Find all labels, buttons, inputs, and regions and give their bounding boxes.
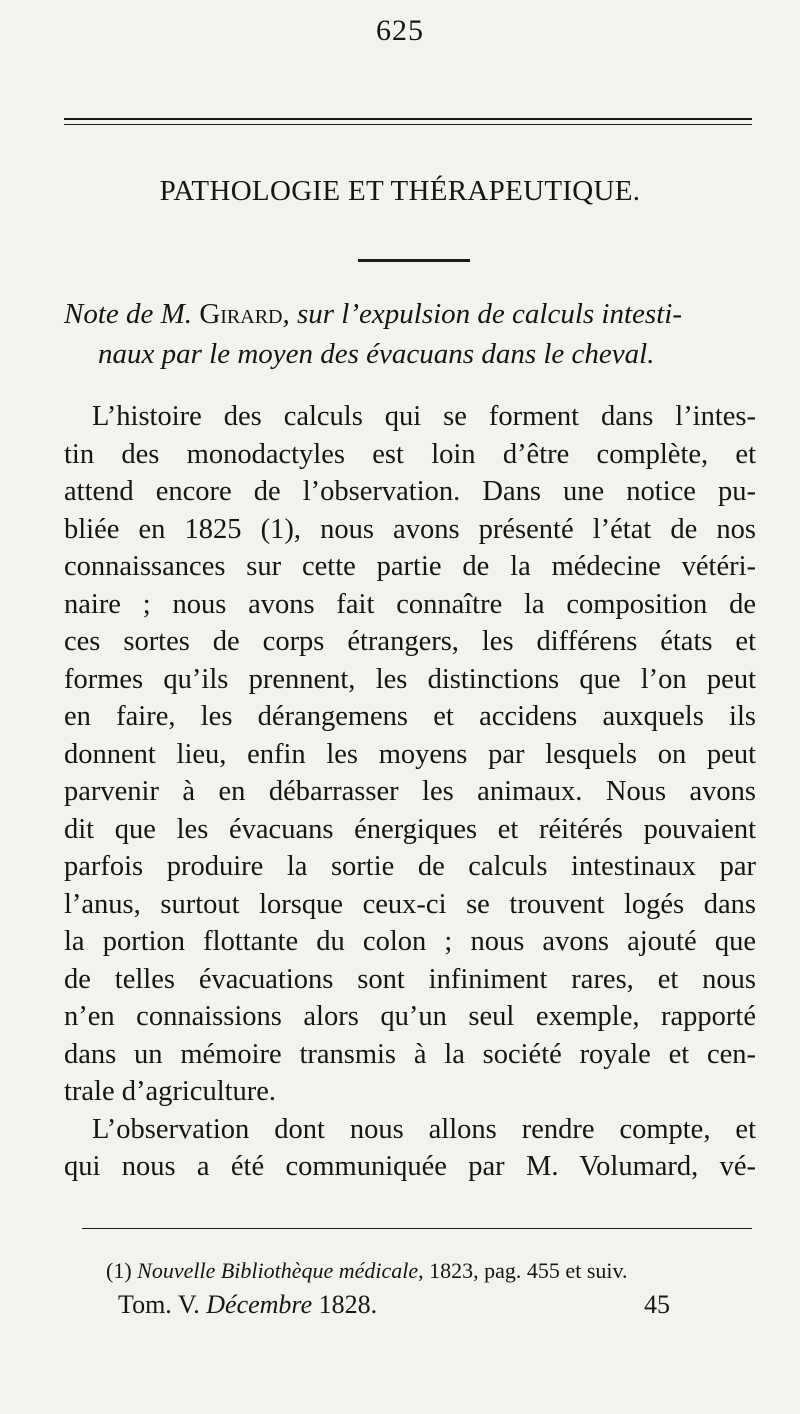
body-line: qui nous a été communiquée par M. Volumard, vé- xyxy=(64,1151,756,1182)
body-line: bliée en 1825 (1), nous avons présenté l’état de nos xyxy=(64,513,756,545)
signature-line xyxy=(118,1290,377,1320)
body-line: donnent lieu, enfin les moyens par lesquels on peut xyxy=(64,738,756,770)
body-line: tin des monodactyles est loin d’être complète, et xyxy=(64,438,756,470)
note-line1-rest: , sur l’expulsion de calculs intesti- xyxy=(282,298,682,330)
page-number: 625 xyxy=(376,14,424,47)
body-line: l’anus, surtout lorsque ceux-ci se trouvent logés dans xyxy=(64,888,756,920)
footnote xyxy=(106,1258,628,1284)
section-title: PATHOLOGIE ET THÉRAPEUTIQUE. xyxy=(159,175,641,207)
body-line: parfois produire la sortie de calculs intestinaux par xyxy=(64,851,756,882)
body-line: attend encore de l’observation. Dans une notice pu- xyxy=(64,476,756,507)
body-line: la portion flottante du colon ; nous avons ajouté que xyxy=(64,926,756,957)
note-prefix: Note de M. xyxy=(64,298,193,330)
body-line: naire ; nous avons fait connaître la composition de xyxy=(64,588,756,620)
footnote-marker: (1) xyxy=(106,1258,132,1283)
note-author: Girard xyxy=(199,298,283,330)
body-line: de telles évacuations sont infiniment rares, et nous xyxy=(64,963,756,995)
note-line2: naux par le moyen des évacuans dans le cheval. xyxy=(98,338,655,370)
body-line: n’en connaissions alors qu’un seul exemple, rapporté xyxy=(64,1001,756,1032)
body-line: dit que les évacuans énergiques et réitérés pouvaient xyxy=(64,813,756,845)
body-line: connaissances sur cette partie de la médecine vétéri- xyxy=(64,551,756,582)
body-text xyxy=(64,398,756,1186)
body-line: ces sortes de corps étrangers, les différens états et xyxy=(64,626,756,657)
header-rule xyxy=(64,118,752,120)
signature-year: 1828. xyxy=(318,1290,378,1319)
footnote-title: Nouvelle Bibliothèque médicale xyxy=(137,1258,419,1283)
note-heading xyxy=(64,294,754,374)
body-line: trale d’agriculture. xyxy=(64,1076,277,1107)
footnote-rule xyxy=(82,1228,752,1229)
title-divider xyxy=(358,259,470,262)
body-line: dans un mémoire transmis à la société royale et cen- xyxy=(64,1038,756,1070)
body-line: L’observation dont nous allons rendre compte, et xyxy=(92,1113,756,1145)
header-rule-thin xyxy=(64,124,752,125)
body-line: formes qu’ils prennent, les distinctions que l’on peut xyxy=(64,663,756,695)
signature-sheet-number: 45 xyxy=(644,1290,670,1319)
body-line: L’histoire des calculs qui se forment dans l’intes- xyxy=(92,401,756,432)
body-line: en faire, les dérangemens et accidens auxquels ils xyxy=(64,701,756,732)
signature-month: Décembre xyxy=(206,1290,313,1319)
body-line: parvenir à en débarrasser les animaux. Nous avons xyxy=(64,776,756,807)
footnote-rest: , 1823, pag. 455 et suiv. xyxy=(418,1258,628,1283)
signature-tome: Tom. V. xyxy=(118,1290,200,1319)
